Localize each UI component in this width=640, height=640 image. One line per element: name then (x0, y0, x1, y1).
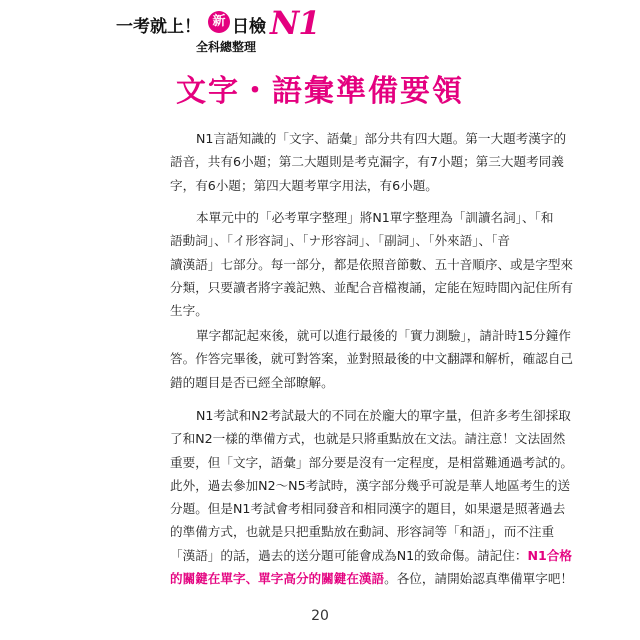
text-line: 讀漢語」七部分。每一部分，都是依照音節數、五十音順序、或是字型來 (170, 256, 573, 272)
text-line: 分類，只要讀者將字義記熟、並配合音檔複誦，定能在短時間內記住所有 (170, 279, 573, 295)
paragraph-4 (170, 404, 573, 590)
highlight-text: 的關鍵在單字、單字高分的關鍵在漢語 (170, 571, 385, 587)
page-number: 20 (311, 608, 329, 624)
highlight-text: N1合格 (527, 547, 572, 563)
text-line: 分題。但是N1考試會考相同發音和相同漢字的題目，如果還是照著過去 (170, 501, 566, 517)
text-line: 重要，但「文字，語彙」部分要是沒有一定程度，是相當難通過考試的。 (170, 454, 573, 470)
paragraph-1 (170, 127, 567, 197)
book-logo (116, 4, 366, 58)
logo-line2: 全科總整理 (196, 40, 257, 54)
logo-line1: 一考就上！ (116, 17, 201, 37)
text-line: N1言語知識的「文字、語彙」部分共有四大題。第一大題考漢字的 (196, 131, 567, 146)
text-line: 字，有6小題；第四大題考單字用法，有6小題。 (170, 177, 438, 193)
text-line: 語動詞」、「イ形容詞」、「ナ形容詞」、「副詞」、「外來語」、「音 (170, 233, 511, 249)
logo-level: N1 (270, 4, 320, 42)
text-line: N1考試和N2考試最大的不同在於龐大的單字量，但許多考生卻採取 (196, 408, 571, 423)
paragraph-2 (170, 206, 573, 322)
text-line: 答。作答完畢後，就可對答案，並對照最後的中文翻譯和解析，確認自己 (170, 351, 573, 367)
text-line: 語音，共有6小題；第二大題則是考克漏字，有7小題；第三大題考同義 (170, 154, 564, 170)
text-segment: 。各位，請開始認真準備單字吧！ (384, 571, 573, 587)
text-line: 了和N2一樣的準備方式，也就是只將重點放在文法。請注意！文法固然 (170, 431, 566, 447)
logo-new-badge: 新 (208, 11, 230, 33)
page-title: 文字・語彙準備要領 (176, 74, 464, 109)
text-line: 單字都記起來後，就可以進行最後的「實力測驗」，請計時15分鐘作 (196, 328, 571, 343)
text-segment: 「漢語」的話，過去的送分題可能會成為N1的致命傷。請記住： (170, 547, 528, 563)
text-line: 的準備方式，也就是只把重點放在動詞、形容詞等「和語」，而不注重 (170, 524, 555, 540)
text-line: 本單元中的「必考單字整理」將N1單字整理為「訓讀名詞」、「和 (196, 210, 554, 225)
text-line (170, 544, 572, 567)
document-page (40, 6, 600, 634)
text-line (170, 567, 573, 590)
text-line: 錯的題目是否已經全部瞭解。 (170, 374, 334, 390)
text-line: 此外，過去參加N2～N5考試時，漢字部分幾乎可說是華人地區考生的送 (170, 477, 571, 493)
logo-nikken: 日檢 (232, 17, 266, 37)
paragraph-3 (170, 324, 573, 394)
text-line: 生字。 (170, 303, 208, 319)
